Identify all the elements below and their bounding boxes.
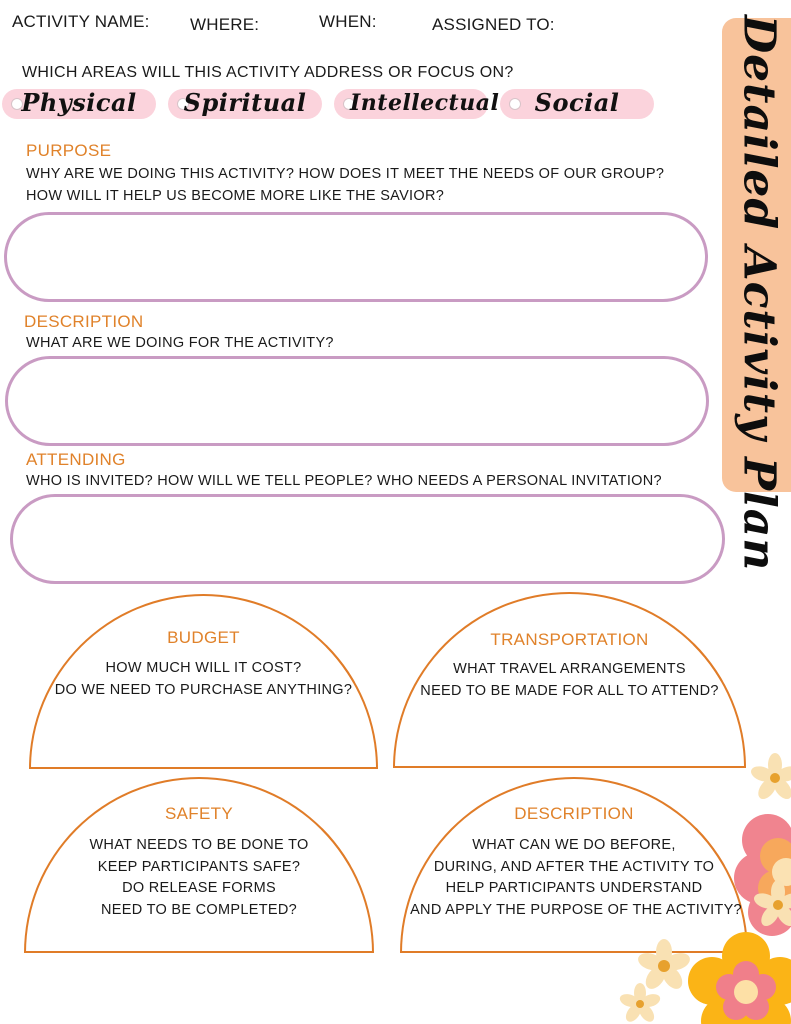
activity-name-label: ACTIVITY NAME:: [12, 12, 150, 31]
flower-icon: [749, 753, 791, 802]
safety-question-line2: KEEP PARTICIPANTS SAFE?: [97, 859, 301, 875]
budget-heading: BUDGET: [167, 628, 240, 647]
flower-icon: [636, 939, 692, 993]
where-label: WHERE:: [190, 15, 260, 34]
area-option-label: Intellectual: [350, 90, 500, 116]
description-plan-line2: DURING, AND AFTER THE ACTIVITY TO: [433, 859, 715, 875]
safety-question-line1: WHAT NEEDS TO BE DONE TO: [89, 837, 309, 853]
purpose-question-line1: WHY ARE WE DOING THIS ACTIVITY? HOW DOES IT MEET THE NEEDS OF OUR GROUP?: [26, 166, 665, 182]
when-label: WHEN:: [319, 12, 377, 31]
transportation-question-line1: WHAT TRAVEL ARRANGEMENTS: [453, 661, 686, 677]
description-plan-line4: AND APPLY THE PURPOSE OF THE ACTIVITY?: [410, 902, 742, 918]
area-option-social[interactable]: [500, 89, 654, 119]
budget-question-line1: HOW MUCH WILL IT COST?: [105, 660, 302, 676]
description-question: WHAT ARE WE DOING FOR THE ACTIVITY?: [26, 335, 334, 351]
area-option-label: Social: [534, 88, 620, 117]
flower-decoration: [600, 740, 791, 1024]
budget-question-line2: DO WE NEED TO PURCHASE ANYTHING?: [54, 682, 353, 698]
description-plan-heading: DESCRIPTION: [514, 804, 634, 823]
attending-heading: ATTENDING: [26, 450, 126, 469]
area-option-intellectual[interactable]: [334, 89, 500, 119]
transportation-question-line2: NEED TO BE MADE FOR ALL TO ATTEND?: [420, 683, 719, 699]
description-plan-line1: WHAT CAN WE DO BEFORE,: [472, 837, 676, 853]
attending-question: WHO IS INVITED? HOW WILL WE TELL PEOPLE? WHO NEEDS A PERSONAL INVITATION?: [26, 473, 662, 489]
budget-section[interactable]: [29, 594, 378, 769]
safety-question-line4: NEED TO BE COMPLETED?: [101, 902, 297, 918]
flower-icon: [688, 932, 791, 1024]
transportation-heading: TRANSPORTATION: [490, 630, 649, 649]
safety-question-line3: DO RELEASE FORMS: [122, 880, 276, 896]
purpose-question-line2: HOW WILL IT HELP US BECOME MORE LIKE THE SAVIOR?: [26, 188, 445, 204]
attending-answer-box[interactable]: [10, 494, 725, 584]
assigned-to-label: ASSIGNED TO:: [432, 15, 555, 34]
description-plan-line3: HELP PARTICIPANTS UNDERSTAND: [445, 880, 703, 896]
side-title: Detailed Activity Plan: [733, 15, 785, 572]
purpose-answer-box[interactable]: [4, 212, 708, 302]
areas-question: WHICH AREAS WILL THIS ACTIVITY ADDRESS OR FOCUS ON?: [22, 64, 514, 81]
area-option-label: Spiritual: [183, 88, 307, 117]
purpose-heading: PURPOSE: [26, 141, 112, 160]
area-option-physical[interactable]: [2, 89, 156, 119]
area-option-label: Physical: [21, 88, 137, 117]
flower-icon: [618, 983, 662, 1024]
area-option-spiritual[interactable]: [168, 89, 322, 119]
description-heading: DESCRIPTION: [24, 312, 144, 331]
description-answer-box[interactable]: [5, 356, 709, 446]
safety-heading: SAFETY: [165, 804, 233, 823]
safety-section[interactable]: [24, 777, 374, 953]
